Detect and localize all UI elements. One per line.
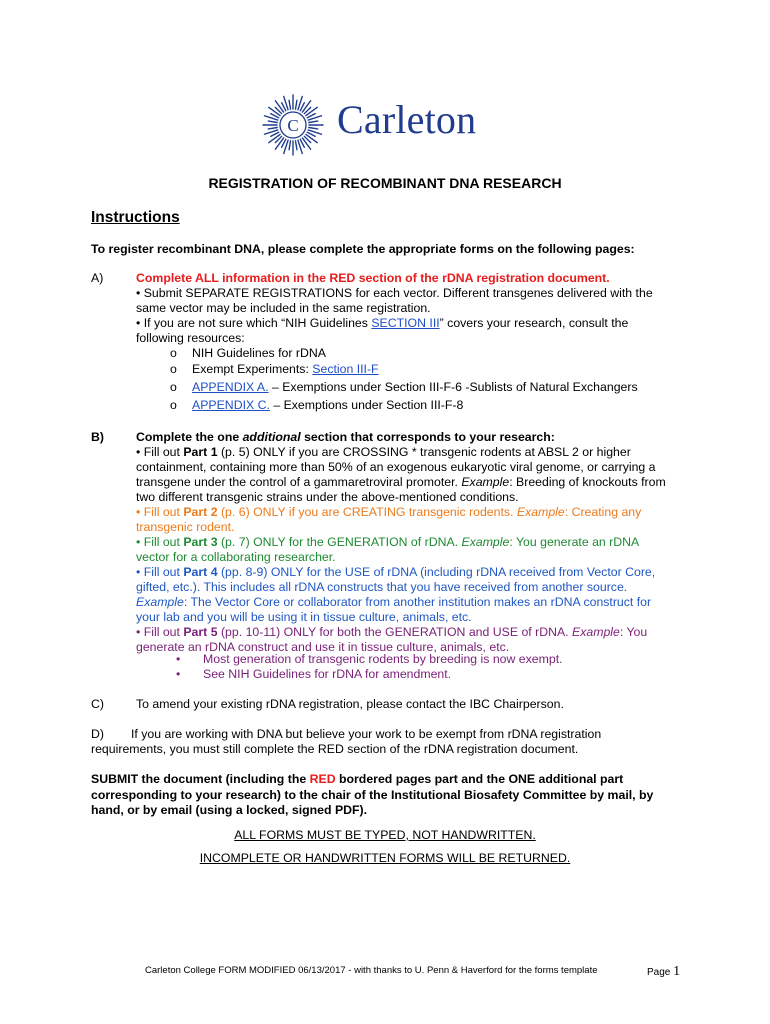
part-5-line: generate an rDNA construct and use it in tissue culture, animals, etc. xyxy=(136,640,510,654)
logo-ray xyxy=(296,141,297,150)
section-a xyxy=(136,271,691,346)
logo-ray xyxy=(268,128,277,129)
section-d-letter: D) xyxy=(91,727,104,741)
typed-notice: ALL FORMS MUST BE TYPED, NOT HANDWRITTEN. xyxy=(234,828,536,842)
logo-ray xyxy=(269,107,280,115)
part-3-line: vector for a collaborating researcher. xyxy=(136,550,336,564)
logo-ray xyxy=(268,121,277,122)
part-4-line: Example: The Vector Core or collaborator from another institution makes an rDNA construct for xyxy=(136,595,652,609)
sub-bullet-marker: o xyxy=(170,346,177,360)
bullet-text: Most generation of transgenic rodents by breeding is now exempt. xyxy=(203,652,563,666)
part-1-line: • Fill out Part 1 (p. 5) ONLY if you are CROSSING * transgenic rodents at ABSL 2 or higher xyxy=(136,445,631,459)
sub-bullet-marker: o xyxy=(170,398,177,412)
carleton-logo xyxy=(262,94,512,156)
section-c-text: To amend your existing rDNA registration, please contact the IBC Chairperson. xyxy=(136,697,564,711)
logo-ray xyxy=(302,138,310,149)
logo-ray xyxy=(296,100,297,109)
section-a-letter: A) xyxy=(91,271,104,285)
part-1-line: transgene under the control of a gammaretroviral promoter. Example: Breeding of knockouts from xyxy=(136,475,666,489)
resource-item: APPENDIX C. – Exemptions under Section III-F-8 xyxy=(192,398,464,412)
logo-ray xyxy=(269,134,280,142)
section-a-line: same vector may be included in the same registration. xyxy=(136,301,431,315)
page-title: REGISTRATION OF RECOMBINANT DNA RESEARCH xyxy=(208,175,562,191)
bullet-dot: • xyxy=(176,667,181,681)
logo-ray xyxy=(275,101,283,112)
logo-ray xyxy=(289,141,290,150)
section-a-line: ” covers your research, consult the xyxy=(439,316,629,330)
submit-instructions: SUBMIT the document (including the RED bordered pages part and the ONE additional part corresponding to your research) to the chair of the Institutional Biosafety Committee by mail, by hand, or by email (using a locked, signed PDF). xyxy=(91,772,654,817)
instructions-heading: Instructions xyxy=(91,209,180,226)
section-iii-link[interactable]: SECTION III xyxy=(371,316,440,330)
sub-bullet-marker: o xyxy=(170,362,177,376)
section-a-line: • Submit SEPARATE REGISTRATIONS for each vector. Different transgenes delivered with the xyxy=(136,286,653,300)
section-b-heading: Complete the one additional section that corresponds to your research: xyxy=(136,430,555,444)
part-4-line: gifted, etc.). This includes all rDNA constructs that you have received from another source. xyxy=(136,580,628,594)
footer-text: Carleton College FORM MODIFIED 06/13/2017 - with thanks to U. Penn & Haverford for the forms template xyxy=(145,965,598,976)
part-2-line: transgenic rodent. xyxy=(136,520,235,534)
appendix-c-link[interactable]: APPENDIX C. xyxy=(192,398,270,412)
section-b-letter: B) xyxy=(91,430,104,444)
bullet-dot: • xyxy=(176,652,181,666)
section-iii-f-link[interactable]: Section III-F xyxy=(312,362,379,376)
logo-letter: C xyxy=(287,116,299,135)
page-number: Page 1 xyxy=(647,964,681,979)
sub-bullet-marker: o xyxy=(170,380,177,394)
part-1-line: two different transgenic strains under the above-mentioned conditions. xyxy=(136,490,519,504)
logo-ray xyxy=(289,100,290,109)
logo-ray xyxy=(275,138,283,149)
intro-text: To register recombinant DNA, please complete the appropriate forms on the following pages: xyxy=(91,242,635,256)
logo-ray xyxy=(309,121,318,122)
part-4-line: • Fill out Part 4 (pp. 8-9) ONLY for the USE of rDNA (including rDNA received from Vector Core, xyxy=(136,565,656,579)
logo-wordmark: Carleton xyxy=(337,97,477,142)
logo-ray xyxy=(306,134,317,142)
part-3-line: • Fill out Part 3 (p. 7) ONLY for the GENERATION of rDNA. Example: You generate an rDNA xyxy=(136,535,640,549)
returned-notice: INCOMPLETE OR HANDWRITTEN FORMS WILL BE RETURNED. xyxy=(199,851,571,865)
section-a-line: • If you are not sure which “NIH Guidelines xyxy=(136,316,372,330)
bullet-text: See NIH Guidelines for rDNA for amendment. xyxy=(203,667,452,681)
section-a-line: following resources: xyxy=(136,331,245,345)
part-2-line: • Fill out Part 2 (p. 6) ONLY if you are CREATING transgenic rodents. Example: Creating any xyxy=(136,505,642,519)
logo-ray xyxy=(302,101,310,112)
section-b xyxy=(136,430,691,655)
resource-item: APPENDIX A. – Exemptions under Section III-F-6 -Sublists of Natural Exchangers xyxy=(192,380,638,394)
logo-ray xyxy=(306,107,317,115)
part-4-line: your lab and you will be using it in tissue culture, animals, etc. xyxy=(136,610,472,624)
section-d: D) If you are working with DNA but believe your work to be exempt from rDNA registration requirements, you must still complete the RED section of the rDNA registration document. xyxy=(91,727,602,756)
section-c-letter: C) xyxy=(91,697,104,711)
part-1-line: containment, containing more than 50% of an exogenous eukaryotic viral genome, or carrying a xyxy=(136,460,656,474)
logo-ray xyxy=(309,128,318,129)
part-5-line: • Fill out Part 5 (pp. 10-11) ONLY for both the GENERATION and USE of rDNA. Example: You xyxy=(136,625,648,639)
sunburst-seal-icon xyxy=(262,94,324,156)
section-a-heading: Complete ALL information in the RED section of the rDNA registration document. xyxy=(136,271,610,285)
resource-item: Exempt Experiments: Section III-F xyxy=(192,362,379,376)
resource-item: NIH Guidelines for rDNA xyxy=(192,346,326,360)
appendix-a-link[interactable]: APPENDIX A. xyxy=(192,380,269,394)
